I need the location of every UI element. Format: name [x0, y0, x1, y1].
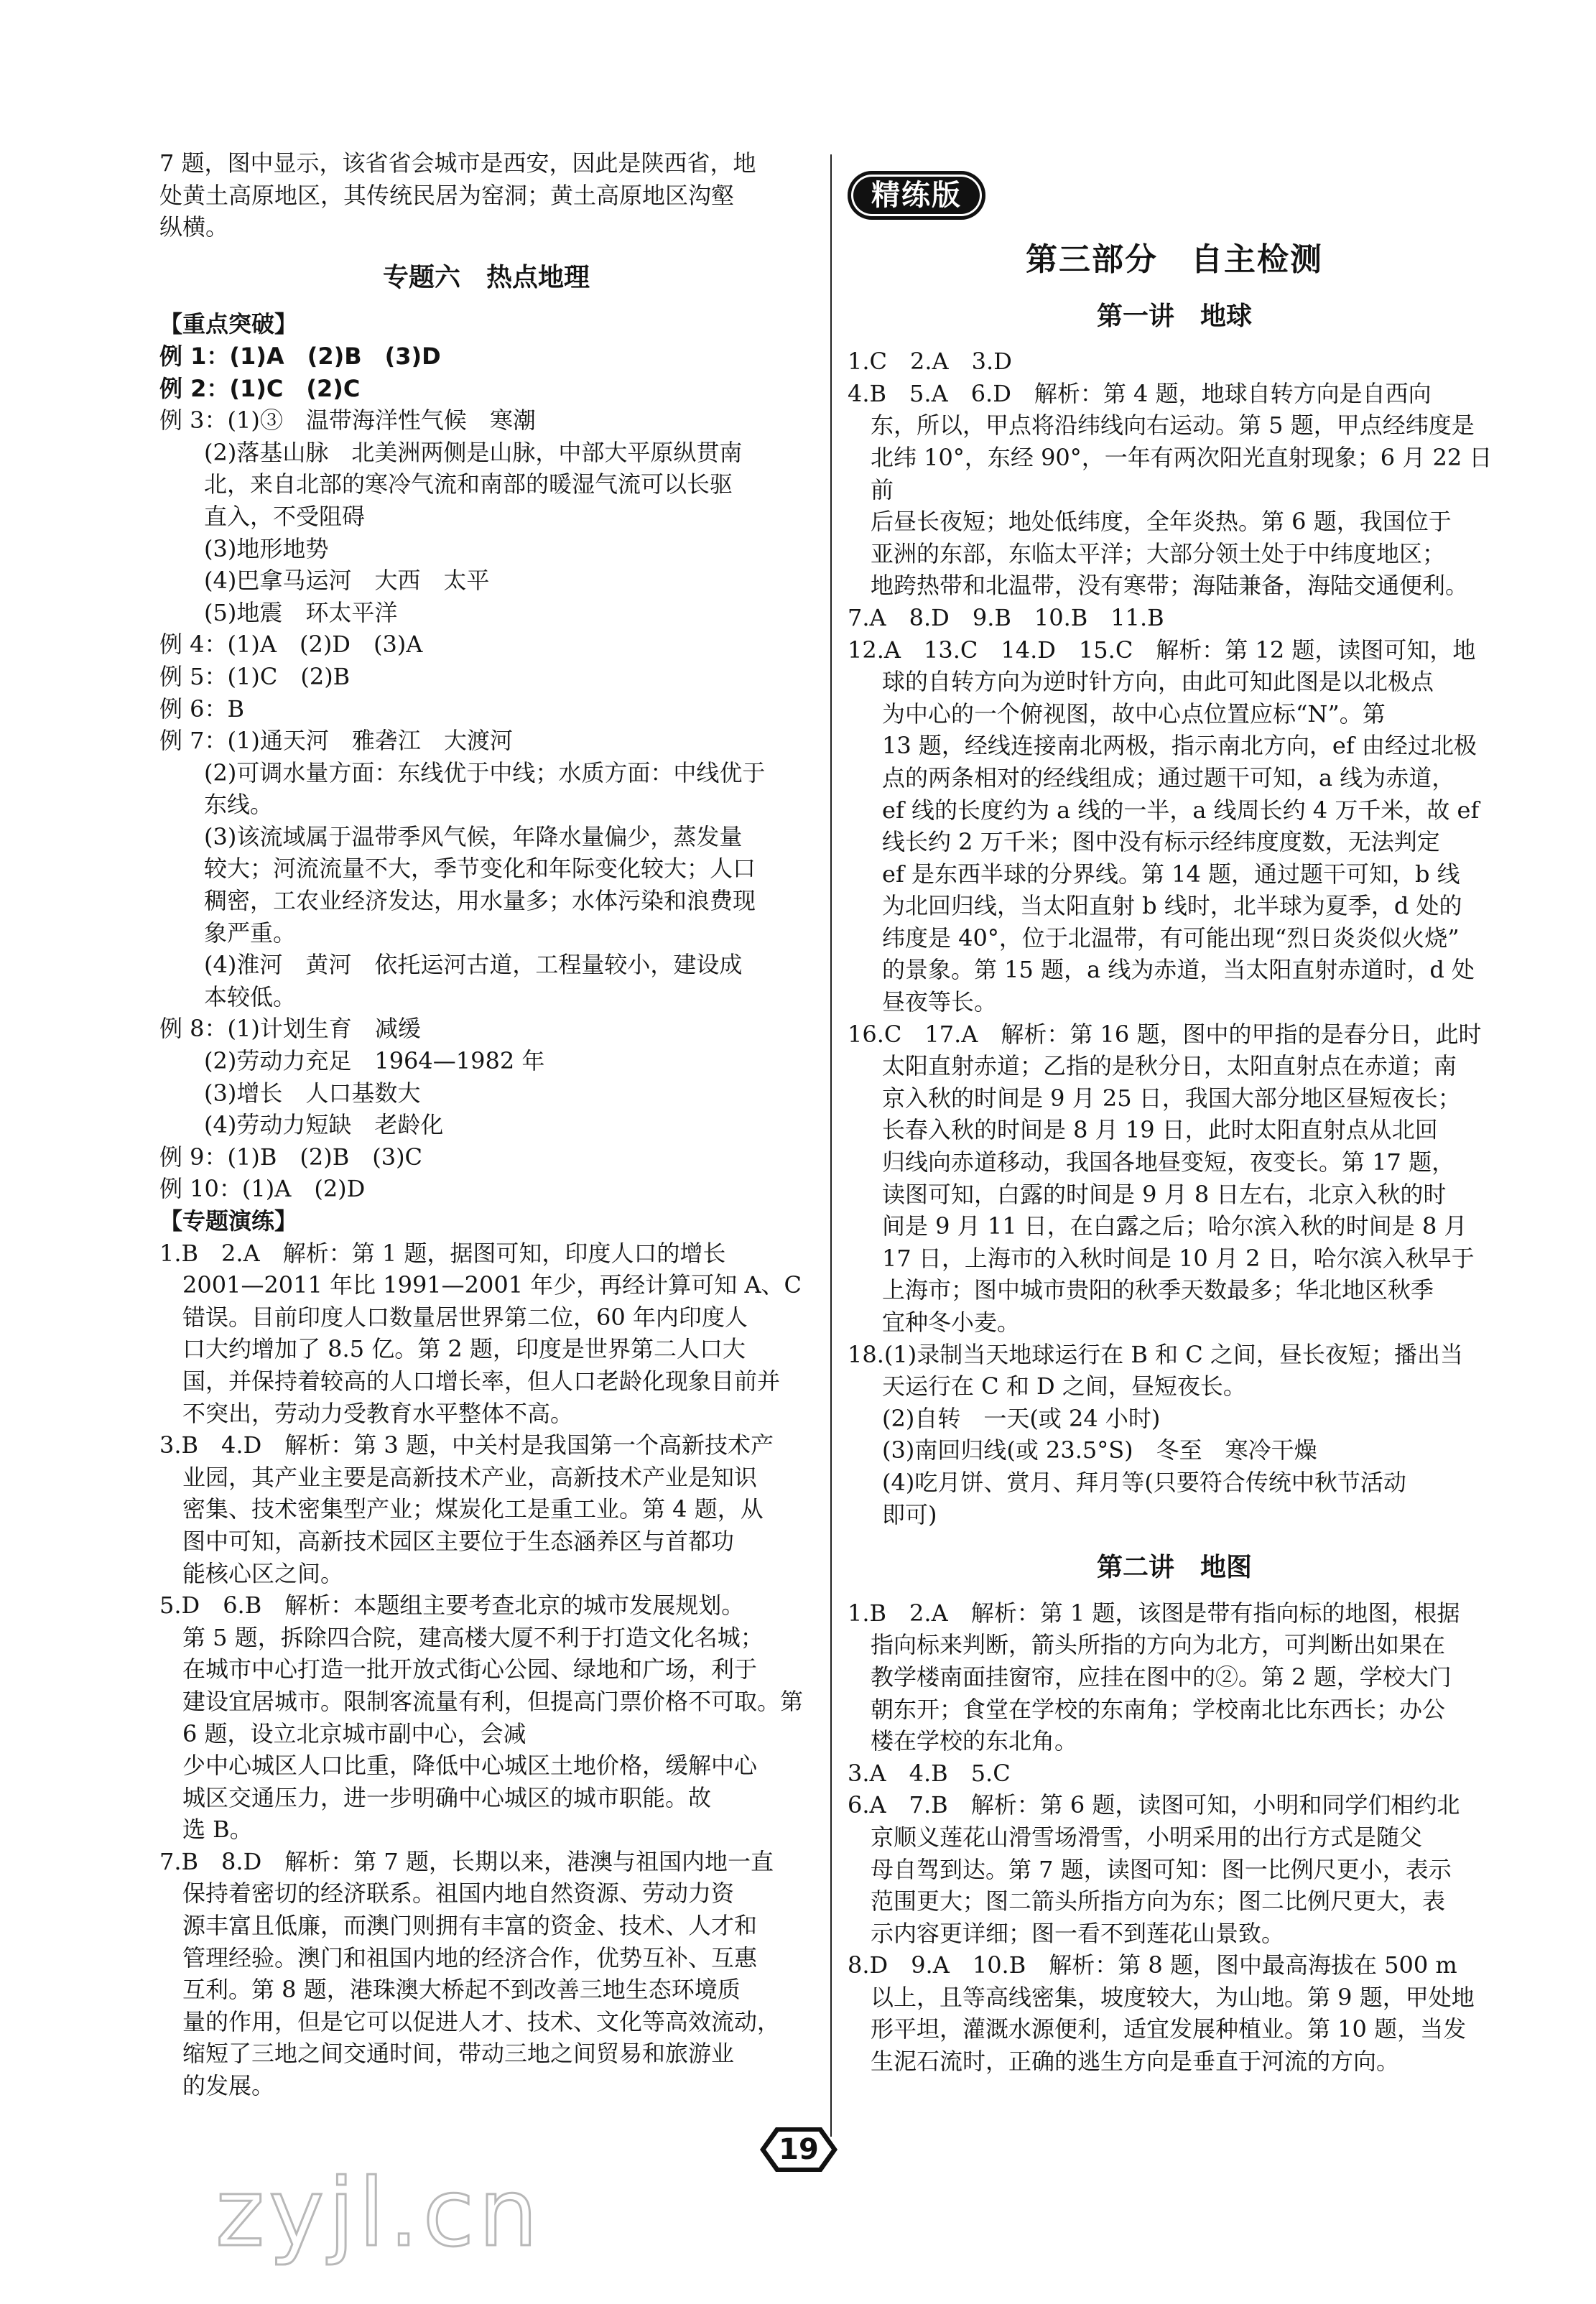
answer-line: 京顺义莲花山滑雪场滑雪，小明采用的出行方式是随父: [871, 1823, 1423, 1851]
drill-line: 互利。第 8 题，港珠澳大桥起不到改善三地生态环境质: [182, 1976, 741, 2004]
example-7-line: 东线。: [204, 791, 274, 819]
example-7-line: 象严重。: [204, 919, 297, 947]
answer-line: 1.B 2.A 解析：第 1 题，该图是带有指向标的地图，根据: [848, 1599, 1460, 1627]
example-3-line: 例 3：(1)③ 温带海洋性气候 寒潮: [159, 407, 536, 435]
text-line: 处黄土高原地区，其传统民居为窑洞；黄土高原地区沟壑: [159, 181, 735, 209]
drill-line: 少中心城区人口比重，降低中心城区土地价格，缓解中心: [182, 1752, 758, 1780]
column-divider: [830, 154, 832, 2137]
drill-5-6: [159, 1589, 813, 1846]
example-5: 例 5：(1)C (2)B: [159, 662, 351, 690]
answer-line: 示内容更详细；图一看不到莲花山景致。: [871, 1919, 1285, 1947]
answer-line: (3)南回归线(或 23.5°S) 冬至 寒冷干燥: [882, 1436, 1317, 1464]
section-heading-key-points: 【重点突破】: [159, 310, 298, 338]
example-7: [159, 725, 813, 1013]
drill-line: 错误。目前印度人口数量居世界第二位，60 年内印度人: [182, 1303, 748, 1331]
right-column: [848, 215, 1501, 2078]
topic-title: 专题六 热点地理: [382, 262, 590, 292]
answer-line: 母自驾到达。第 7 题，读图可知：图一比例尺更小，表示: [871, 1855, 1452, 1883]
answer-line: ef 线的长度约为 a 线的一半，a 线周长约 4 万千米，故 ef: [882, 796, 1480, 824]
drill-line: 缩短了三地之间交通时间，带动三地之间贸易和旅游业: [182, 2040, 735, 2068]
answer-line: 后昼长夜短；地处低纬度，全年炎热。第 6 题，我国位于: [871, 508, 1452, 536]
drill-1-2: [159, 1237, 813, 1430]
drill-line: 7.B 8.D 解析：第 7 题，长期以来，港澳与祖国内地一直: [159, 1847, 774, 1875]
text-line: 纵横。: [159, 213, 229, 241]
edition-badge: 精练版: [848, 171, 985, 220]
answer-12-15: [848, 634, 1501, 1018]
answer-line: 宜种冬小麦。: [882, 1309, 1021, 1336]
part-title: 第三部分 自主检测: [1026, 241, 1323, 278]
drill-line: 保持着密切的经济联系。祖国内地自然资源、劳动力资: [182, 1880, 735, 1908]
answer-line: 16.C 17.A 解析：第 16 题，图中的甲指的是春分日，此时: [848, 1020, 1482, 1048]
left-column: [159, 147, 813, 2102]
example-9: 例 9：(1)B (2)B (3)C: [159, 1143, 423, 1171]
drill-3-4: [159, 1429, 813, 1589]
answer-4-6: [848, 378, 1501, 602]
drill-7-8: [159, 1846, 813, 2102]
drill-line: 业园，其产业主要是高新技术产业，高新技术产业是知识: [182, 1463, 758, 1491]
drill-line: 密集、技术密集型产业；煤炭化工是重工业。第 4 题，从: [182, 1495, 764, 1523]
example-3-line: (5)地震 环太平洋: [204, 598, 398, 626]
answer-line: 线长约 2 万千米；图中没有标示经纬度度数，无法判定: [882, 828, 1440, 856]
answer-line: 为中心的一个俯视图，故中心点位置应标“N”。第: [882, 700, 1386, 728]
example-3: [159, 404, 813, 628]
answer-line: 教学楼南面挂窗帘，应挂在图中的②。第 2 题，学校大门: [871, 1663, 1452, 1691]
example-3-line: (3)地形地势: [204, 534, 329, 562]
drill-line: 的发展。: [182, 2072, 275, 2100]
answer-line: 太阳直射赤道；乙指的是秋分日，太阳直射点在赤道；南: [882, 1052, 1457, 1080]
drill-line: 城区交通压力，进一步明确中心城区的城市职能。故: [182, 1783, 712, 1811]
site-watermark: zyjl.cn: [215, 2158, 542, 2267]
map-answer-6-7: [848, 1789, 1501, 1949]
answer-line: 球的自转方向为逆时针方向，由此可知此图是以北极点: [882, 668, 1434, 696]
example-8-line: (4)劳动力短缺 老龄化: [204, 1111, 444, 1139]
example-7-line: (3)该流域属于温带季风气候，年降水量偏少，蒸发量: [204, 822, 743, 850]
answer-line: 地跨热带和北温带，没有寒带；海陆兼备，海陆交通便利。: [871, 572, 1469, 600]
example-6: 例 6：B: [159, 695, 245, 723]
answer-line: 朝东开；食堂在学校的东南角；学校南北比东西长；办公: [871, 1695, 1446, 1723]
answer-line: 即可): [882, 1500, 937, 1528]
example-3-line: (4)巴拿马运河 大西 太平: [204, 567, 490, 595]
answer-line: 京入秋的时间是 9 月 25 日，我国大部分地区昼短夜长；: [882, 1084, 1461, 1112]
example-8-line: (2)劳动力充足 1964—1982 年: [204, 1047, 545, 1075]
drill-line: 源丰富且低廉，而澳门则拥有丰富的资金、技术、人才和: [182, 1912, 758, 1940]
answer-line: 天运行在 C 和 D 之间，昼短夜长。: [882, 1372, 1246, 1400]
answer-line: 18.(1)录制当天地球运行在 B 和 C 之间，昼长夜短；播出当: [848, 1340, 1463, 1368]
text-line: 7 题，图中显示，该省省会城市是西安，因此是陕西省，地: [159, 149, 756, 177]
example-7-line: 较大；河流流量不大，季节变化和年际变化较大；人口: [204, 855, 756, 883]
example-7-line: (2)可调水量方面：东线优于中线；水质方面：中线优于: [204, 758, 766, 786]
drill-line: 5.D 6.B 解析：本题组主要考查北京的城市发展规划。: [159, 1592, 745, 1620]
example-3-line: 北，来自北部的寒冷气流和南部的暖湿气流可以长驱: [204, 470, 733, 498]
lecture-1-title: 第一讲 地球: [1096, 301, 1252, 331]
example-3-line: 直入，不受阻碍: [204, 502, 366, 530]
answer-line: 读图可知，白露的时间是 9 月 8 日左右，北京入秋的时: [882, 1180, 1447, 1208]
drill-line: 建设宜居城市。限制客流量有利，但提高门票价格不可取。第 6 题，设立北京城市副中心，会减: [182, 1687, 804, 1747]
example-7-line: 本较低。: [204, 983, 297, 1011]
answer-line: 点的两条相对的经线组成；通过题干可知，a 线为赤道，: [882, 763, 1455, 791]
answer-16-17: [848, 1018, 1501, 1339]
example-1: 例 1：(1)A (2)B (3)D: [159, 342, 441, 370]
drill-line: 选 B。: [182, 1816, 253, 1844]
page-number-text: 19: [779, 2133, 819, 2166]
drill-line: 在城市中心打造一批开放式街心公园、绿地和广场，利于: [182, 1655, 758, 1683]
drill-line: 1.B 2.A 解析：第 1 题，据图可知，印度人口的增长: [159, 1239, 726, 1267]
drill-line: 图中可知，高新技术园区主要位于生态涵养区与首都功: [182, 1527, 735, 1555]
answer-line: 的景象。第 15 题，a 线为赤道，当太阳直射赤道时，d 处: [882, 956, 1475, 984]
answer-line: 6.A 7.B 解析：第 6 题，读图可知，小明和同学们相约北: [848, 1791, 1460, 1819]
map-answer-3-5: 3.A 4.B 5.C: [848, 1759, 1011, 1787]
example-8-line: 例 8：(1)计划生育 减缓: [159, 1015, 421, 1043]
map-answer-1-2: [848, 1597, 1501, 1757]
example-7-line: 稠密，工农业经济发达，用水量多；水体污染和浪费现: [204, 887, 756, 915]
answer-line: 范围更大；图二箭头所指方向为东；图二比例尺更大，表: [871, 1887, 1446, 1915]
example-4: 例 4：(1)A (2)D (3)A: [159, 631, 423, 659]
answer-line: 纬度是 40°，位于北温带，有可能出现“烈日炎炎似火烧”: [882, 924, 1460, 952]
map-answer-8-10: [848, 1949, 1501, 2077]
drill-line: 2001—2011 年比 1991—2001 年少，再经计算可知 A、C: [182, 1271, 802, 1299]
answer-line: 17 日，上海市的入秋时间是 10 月 2 日，哈尔滨入秋早于: [882, 1244, 1475, 1272]
drill-line: 口大约增加了 8.5 亿。第 2 题，印度是世界第二人口大: [182, 1335, 746, 1363]
answer-line: 4.B 5.A 6.D 解析：第 4 题，地球自转方向是自西向: [848, 379, 1432, 407]
answer-line: 间是 9 月 11 日，在白露之后；哈尔滨入秋的时间是 8 月: [882, 1212, 1467, 1240]
lecture-2-title: 第二讲 地图: [1096, 1553, 1252, 1583]
page-number: [760, 2126, 838, 2173]
answer-line: 亚洲的东部，东临太平洋；大部分领土处于中纬度地区；: [871, 539, 1446, 567]
answer-line: 8.D 9.A 10.B 解析：第 8 题，图中最高海拔在 500 m: [848, 1951, 1457, 1979]
answer-line: 形平坦，灌溉水源便利，适宜发展种植业。第 10 题，当发: [871, 2015, 1467, 2043]
drill-line: 不突出，劳动力受教育水平整体不高。: [182, 1399, 574, 1427]
drill-line: 管理经验。澳门和祖国内地的经济合作，优势互补、互惠: [182, 1943, 758, 1971]
example-3-line: (2)落基山脉 北美洲两侧是山脉，中部大平原纵贯南: [204, 438, 743, 466]
answer-1-3: 1.C 2.A 3.D: [848, 348, 1012, 376]
example-8: [159, 1013, 813, 1141]
answer-line: 13 题，经线连接南北两极，指示南北方向，ef 由经过北极: [882, 732, 1477, 760]
answer-line: 生泥石流时，正确的逃生方向是垂直于河流的方向。: [871, 2048, 1400, 2076]
example-10: 例 10：(1)A (2)D: [159, 1175, 366, 1203]
answer-line: 东，所以，甲点将沿纬线向右运动。第 5 题，甲点经纬度是: [871, 412, 1475, 440]
answer-line: 为北回归线，当太阳直射 b 线时，北半球为夏季，d 处的: [882, 892, 1462, 920]
drill-line: 第 5 题，拆除四合院，建高楼大厦不利于打造文化名城；: [182, 1623, 764, 1651]
answer-line: 昼夜等长。: [882, 988, 998, 1016]
answer-line: 上海市；图中城市贵阳的秋季天数最多；华北地区秋季: [882, 1276, 1434, 1304]
answer-line: 长春入秋的时间是 8 月 19 日，此时太阳直射点从北回: [882, 1116, 1438, 1144]
answer-18: [848, 1339, 1501, 1531]
answer-line: 12.A 13.C 14.D 15.C 解析：第 12 题，读图可知，地: [848, 636, 1476, 664]
answer-line: 归线向赤道移动，我国各地昼变短，夜变长。第 17 题，: [882, 1148, 1455, 1176]
answer-7-11: 7.A 8.D 9.B 10.B 11.B: [848, 603, 1164, 631]
drill-line: 3.B 4.D 解析：第 3 题，中关村是我国第一个高新技术产: [159, 1431, 774, 1459]
drill-line: 能核心区之间。: [182, 1559, 344, 1587]
example-2: 例 2：(1)C (2)C: [159, 374, 361, 402]
example-8-line: (3)增长 人口基数大: [204, 1079, 421, 1107]
drill-line: 量的作用，但是它可以促进人才、技术、文化等高效流动，: [182, 2007, 781, 2035]
example-7-line: 例 7：(1)通天河 雅砻江 大渡河: [159, 727, 513, 755]
intro-paragraph: [159, 147, 813, 243]
answer-line: (4)吃月饼、赏月、拜月等(只要符合传统中秋节活动: [882, 1468, 1406, 1496]
section-heading-drills: 【专题演练】: [159, 1207, 298, 1235]
answer-line: 以上，且等高线密集，坡度较大，为山地。第 9 题，甲处地: [871, 1983, 1475, 2011]
drill-line: 国，并保持着较高的人口增长率，但人口老龄化现象目前并: [182, 1367, 781, 1395]
answer-line: ef 是东西半球的分界线。第 14 题，通过题干可知，b 线: [882, 860, 1460, 888]
answer-line: 指向标来判断，箭头所指的方向为北方，可判断出如果在: [871, 1631, 1446, 1659]
example-7-line: (4)淮河 黄河 依托运河古道，工程量较小，建设成: [204, 951, 743, 979]
answer-line: 楼在学校的东北角。: [871, 1727, 1078, 1755]
answer-line: 北纬 10°，东经 90°，一年有两次阳光直射现象；6 月 22 日前: [871, 443, 1493, 503]
answer-line: (2)自转 一天(或 24 小时): [882, 1404, 1161, 1432]
